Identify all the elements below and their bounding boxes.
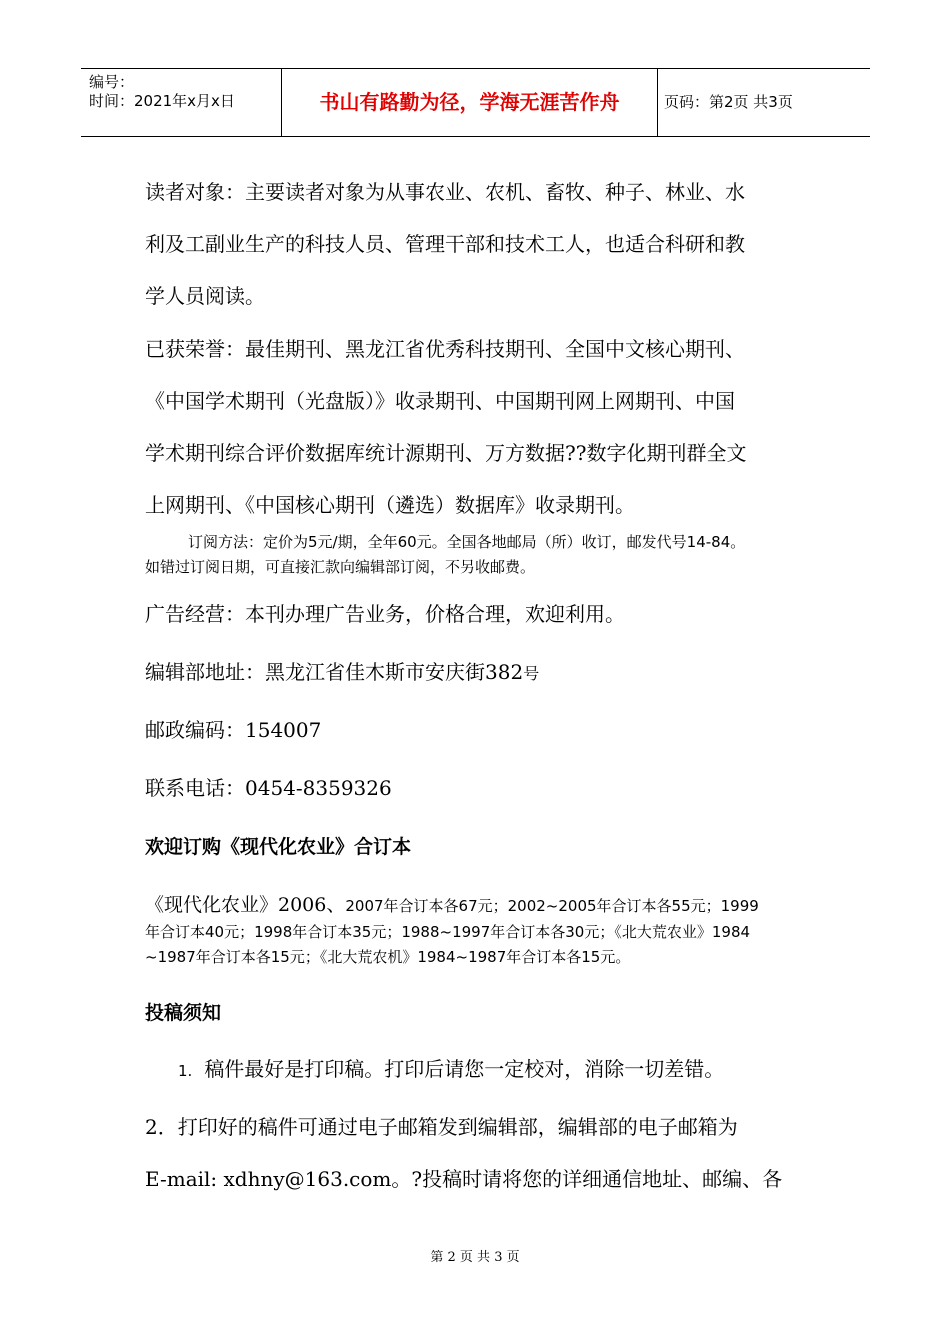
doc-time-label: 时间：2021年x月x日 xyxy=(89,92,235,110)
text-line: 广告经营：本刊办理广告业务，价格合理，欢迎利用。 xyxy=(145,602,625,626)
text-serif-part: 《现代化农业》2006、 xyxy=(145,894,346,916)
item-text: 稿件最好是打印稿。打印后请您一定校对，消除一切差错。 xyxy=(204,1057,725,1081)
page-footer: 第 2 页 共 3 页 xyxy=(430,1250,520,1265)
text-line: 已获荣誉：最佳期刊、黑龙江省优秀科技期刊、全国中文核心期刊、 xyxy=(145,337,745,361)
address-suffix: 号 xyxy=(523,664,540,683)
text-line: 订阅方法：定价为5元/期，全年60元。全国各地邮局（所）收订，邮发代号14-84。 xyxy=(188,533,746,551)
readers-paragraph xyxy=(145,166,835,322)
text-line: 学人员阅读。 xyxy=(145,284,265,308)
ads-paragraph xyxy=(145,588,835,640)
text-line xyxy=(145,890,835,920)
text-rest-part: 2007年合订本各67元；2002~2005年合订本各55元；1999 xyxy=(345,897,759,915)
text-line xyxy=(145,1043,835,1095)
honors-paragraph xyxy=(145,323,835,531)
address-paragraph xyxy=(145,646,835,698)
submission-item-2 xyxy=(145,1101,835,1205)
address-text: 编辑部地址：黑龙江省佳木斯市安庆街382 xyxy=(145,660,524,684)
header-page-info: 页码：第2页 共3页 xyxy=(664,93,793,111)
doc-number-label: 编号： xyxy=(89,73,135,91)
page-header xyxy=(81,68,870,137)
text-line: 《中国学术期刊（光盘版）》收录期刊、中国期刊网上网期刊、中国 xyxy=(145,389,735,413)
text-line xyxy=(145,646,835,698)
text-line: 利及工副业生产的科技人员、管理干部和技术工人，也适合科研和教 xyxy=(145,232,745,256)
text-line: 邮政编码：154007 xyxy=(145,718,322,742)
text-line: 如错过订阅日期，可直接汇款向编辑部订阅，不另收邮费。 xyxy=(145,558,536,576)
text-line: 学术期刊综合评价数据库统计源期刊、万方数据??数字化期刊群全文 xyxy=(145,441,747,465)
header-motto: 书山有路勤为径，学海无涯苦作舟 xyxy=(281,69,658,136)
bound-volume-heading: 欢迎订购《现代化农业》合订本 xyxy=(145,836,412,858)
text-line: 2．打印好的稿件可通过电子邮箱发到编辑部，编辑部的电子邮箱为 xyxy=(145,1115,738,1139)
text-line: ~1987年合订本各15元；《北大荒农机》1984~1987年合订本各15元。 xyxy=(145,948,631,966)
text-line: E-mail: xdhny@163.com。?投稿时请将您的详细通信地址、邮编、各 xyxy=(145,1167,783,1191)
text-line: 联系电话：0454-8359326 xyxy=(145,776,392,800)
postcode-paragraph xyxy=(145,704,835,756)
text-line: 年合订本40元；1998年合订本35元；1988~1997年合订本各30元；《北大荒农业》1984 xyxy=(145,923,751,941)
text-line: 读者对象：主要读者对象为从事农业、农机、畜牧、种子、林业、水 xyxy=(145,180,745,204)
phone-paragraph xyxy=(145,762,835,814)
item-number: 1. xyxy=(178,1062,193,1080)
submission-heading: 投稿须知 xyxy=(145,1002,222,1024)
submission-item-1 xyxy=(145,1043,835,1095)
bound-volume-paragraph xyxy=(145,890,835,970)
text-line: 上网期刊、《中国核心期刊（遴选）数据库》收录期刊。 xyxy=(145,493,635,517)
subscription-paragraph xyxy=(145,530,745,580)
header-meta xyxy=(89,73,235,111)
